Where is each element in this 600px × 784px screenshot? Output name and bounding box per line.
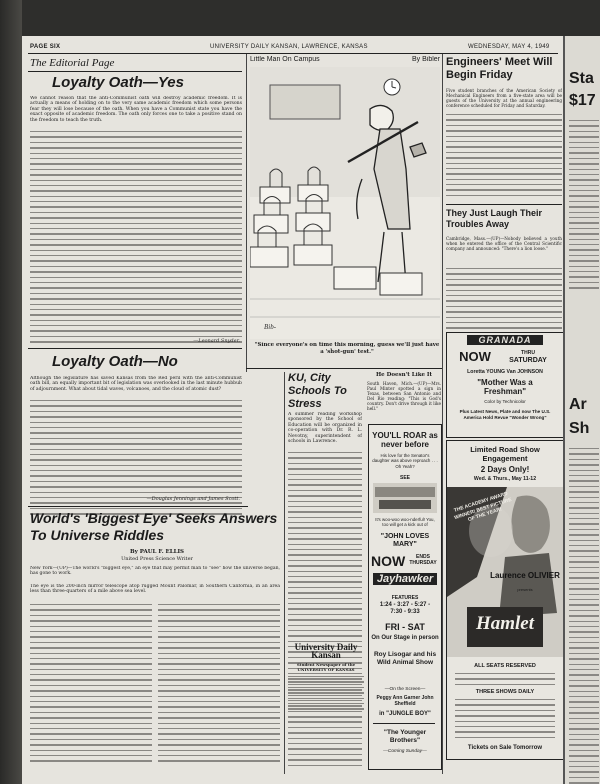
cartoon-credit: By Bibler xyxy=(411,56,440,63)
biggest-eye-col2 xyxy=(158,604,280,766)
granada-stars: Loretta YOUNG Van JOHNSON xyxy=(467,369,543,375)
engineers-body xyxy=(446,114,562,200)
issue-date: WEDNESDAY, MAY 4, 1949 xyxy=(468,44,550,50)
divider xyxy=(28,506,248,507)
page-number: PAGE SIX xyxy=(30,44,61,50)
ad-younger: "The Younger Brothers" xyxy=(383,729,427,744)
reading-headline: KU, City Schools To Stress xyxy=(288,372,347,408)
roadshow-tickets: Tickets on Sale Tomorrow xyxy=(467,745,543,751)
roadshow-star: Laurence OLIVIER xyxy=(490,571,560,580)
granada-day: SATURDAY xyxy=(509,357,547,364)
ad-see: SEE xyxy=(399,475,410,481)
loyalty-no-headline: Loyalty Oath—No xyxy=(52,353,178,370)
ad-on-stage: On Our Stage in person xyxy=(371,635,439,641)
kansan-flag-subtitle: Student Newspaper of the UNIVERSITY OF KANSAS xyxy=(296,662,356,672)
masthead-rule xyxy=(28,53,558,54)
column-rule xyxy=(284,372,285,774)
hamlet-roadshow-ad xyxy=(446,440,564,760)
loyalty-no-lead: Although the legislature has saved Kansas from the Red peril with the anti-Communist oath bill, an equally important bit of legislation was overlooked in the last minute hubbub of adjournment. What about tidal waves, volcanoes, and the cloud of atomic dust? xyxy=(30,376,242,392)
column-rule xyxy=(246,54,247,372)
adjacent-text xyxy=(569,448,599,784)
ad-times: 1:24 - 3:27 - 5:27 - 7:30 - 9:33 xyxy=(379,602,431,615)
adjacent-page xyxy=(563,36,600,784)
kansan-flag: University Daily Kansan xyxy=(294,643,358,659)
granada-color: Color by Technicolor xyxy=(484,399,526,404)
reading-lead: A summer reading workshop sponsored by the School of Education will be organized in co-operation with Dr. R. L. Nevotny, superintendent of schools in Lawrence. xyxy=(288,412,362,445)
loyalty-yes-lead: We cannot reason that the anti-Communist oath will destroy academic freedom. It is actually a means of holding on to the very same academic freedom which some persons fear they will lose because of the oath. When you have a Communist state you have the exact opposite of academic freedom. The oath only forces one to take a positive stand on the freedom to teach the truth. xyxy=(30,96,242,123)
brief-title: He Doesn't Like It xyxy=(375,372,433,378)
cartoon-illustration xyxy=(250,67,440,339)
roadshow-presents: presents xyxy=(517,587,533,592)
title-art-logo xyxy=(373,483,437,513)
roadshow-days: 2 Days Only! xyxy=(480,465,530,474)
roadshow-prices-head: ALL SEATS RESERVED xyxy=(474,663,536,669)
adjacent-text xyxy=(569,120,599,293)
roadshow-dates: Wed. & Thurs., May 11-12 xyxy=(473,476,537,482)
loyalty-no-signature: —Douglas Jennings and James Scott. xyxy=(146,496,240,502)
roadshow-prices xyxy=(455,673,555,689)
section-rule xyxy=(28,71,242,72)
binding-spine xyxy=(0,0,22,784)
ad-roar: YOU'LL ROAR as never before xyxy=(372,431,438,449)
biggest-eye-headline: World's 'Biggest Eye' Seeks Answers To Universe Riddles xyxy=(30,510,278,543)
hamlet-title: Hamlet xyxy=(475,613,535,634)
divider xyxy=(246,368,442,369)
academy-laurel: THE ACADEMY AWARD WINNER! BEST PICTURE OF THE YEAR! xyxy=(453,490,513,523)
ad-now: NOW xyxy=(371,553,406,569)
staff-box xyxy=(288,676,364,714)
granada-extras: Plus Latest News, Plate and now The U.S. America Hold Revue "Wonder Wrong" xyxy=(459,409,551,420)
granada-thru: THRU xyxy=(521,350,535,356)
roadshow-schedule xyxy=(455,699,555,742)
engineers-lead: Five student branches of the American Society of Mechanical Engineers from a five-state area will be guests of the University at the annual engineering conference scheduled for Friday and Saturday. xyxy=(446,88,562,108)
engineers-headline: Engineers' Meet Will Begin Friday xyxy=(446,56,553,81)
loyalty-yes-signature: —Leonard Snyder. xyxy=(193,338,240,344)
ad-screen: —On the Screen— xyxy=(384,687,426,692)
wire-service: United Press Science Writer xyxy=(121,556,193,562)
ad-screen-stars: Peggy Ann Garner John Sheffield xyxy=(376,695,434,707)
ad-coming: —Coming Sunday— xyxy=(383,749,427,754)
ad-jungle: in "JUNGLE BOY" xyxy=(379,711,431,717)
reading-body-cont xyxy=(288,716,362,770)
roadshow-shows: THREE SHOWS DAILY xyxy=(475,689,535,695)
ad-rule xyxy=(373,723,435,724)
ad-performer: Roy Lisogar and his Wild Animal Show xyxy=(373,651,437,666)
biggest-eye-col1 xyxy=(30,604,152,766)
loyalty-yes-body xyxy=(30,131,242,347)
ad-features-label: FEATURES xyxy=(391,595,419,601)
byline: By PAUL F. ELLIS xyxy=(130,549,184,555)
jayhawker-logo: Jayhawker xyxy=(373,573,437,585)
ad-pitch: His love for the Senator's daughter was above reproach . . . Oh Yeah? xyxy=(372,453,438,469)
ad-frisat: FRI - SAT xyxy=(385,622,425,632)
trouble-headline: They Just Laugh Their Troubles Away xyxy=(446,208,543,229)
biggest-eye-lead: New York—(UP)—The world's "biggest eye," an eye that may permit man to "see" how the universe began, has gone to work. xyxy=(30,566,280,577)
granada-logo: GRANADA xyxy=(467,335,543,345)
brief-text: South Haven, Mich.—(UP)—Mrs. Paul Minter spotted a sign in Texas, between San Antonio and Del Rio reading: "This is God's country. Don't drive through it like hell." xyxy=(367,381,441,411)
newspaper-page xyxy=(22,36,600,784)
scan-background xyxy=(22,0,600,36)
svg-text:Bib-: Bib- xyxy=(264,323,277,331)
granada-theater-ad xyxy=(446,332,564,438)
loyalty-yes-headline: Loyalty Oath—Yes xyxy=(52,74,184,91)
divider xyxy=(28,348,242,349)
granada-movie: "Mother Was a Freshman" xyxy=(477,378,533,396)
column-rule xyxy=(442,54,443,774)
jayhawker-theater-ad xyxy=(368,424,442,770)
trouble-body xyxy=(446,268,562,338)
cartoon-title: Little Man On Campus xyxy=(250,56,320,63)
biggest-eye-note: The eye is the 200-inch mirror telescope atop rugged Mount Palomar, in Southern California, in an area less than three-quarters of a mile above sea level. xyxy=(30,584,280,595)
adjacent-fragment: Ar xyxy=(569,396,587,413)
granada-now: NOW xyxy=(459,349,491,364)
ad-woo: It's woo-woo woo-nderful! You, too will get a kick out of xyxy=(375,517,435,528)
roadshow-head: Limited Road Show Engagement xyxy=(470,445,540,463)
trouble-lead: Cambridge, Mass.—(UP)—Nobody believed a youth when he entered the office of the Central Scientific company and announced: "There's a lion loose." xyxy=(446,236,562,251)
ad-ends: ENDS THURSDAY xyxy=(409,554,437,566)
adjacent-fragment: Sta xyxy=(569,70,594,87)
ad-movie-title: "JOHN LOVES MARY" xyxy=(380,533,430,548)
paper-name: UNIVERSITY DAILY KANSAN, LAWRENCE, KANSAS xyxy=(210,44,368,50)
cartoon-caption: "Since everyone's on time this morning, guess we'll just have a 'shot-gun' test." xyxy=(254,342,440,355)
section-title: The Editorial Page xyxy=(30,57,115,69)
adjacent-fragment: Sh xyxy=(569,420,590,437)
divider xyxy=(446,204,562,205)
adjacent-fragment: $17 xyxy=(569,92,596,109)
